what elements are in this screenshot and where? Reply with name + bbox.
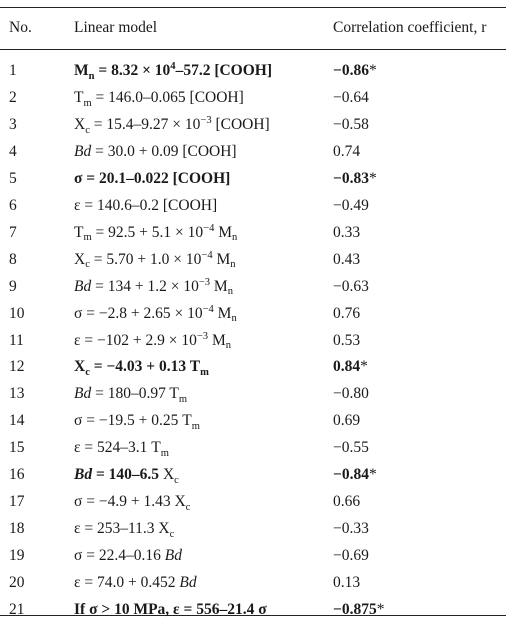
row-model [74,439,169,459]
model-subscript: m [200,367,209,379]
row-no: 11 [9,331,24,349]
model-text: ε = 253–11.3 X [74,520,170,538]
row-no: 19 [9,547,25,565]
bottom-rule [0,615,506,616]
model-symbol-bd: Bd [74,466,93,484]
model-subscript: c [185,501,191,513]
row-no: 3 [9,115,17,133]
row-r [333,252,360,268]
model-text: ε = −102 + 2.9 × 10 [74,331,197,349]
row-no: 13 [9,385,25,403]
model-text: = 92.5 + 5.1 × 10 [91,223,204,241]
row-model [74,493,191,513]
model-subscript: c [174,474,179,486]
table-row [0,575,506,601]
model-text: = 140–6.5 [92,466,163,484]
model-text: = −4.03 + 0.13 T [89,358,201,376]
model-text: σ = −2.8 + 2.65 × 10 [74,304,203,322]
row-model [74,88,244,109]
r-value: −0.69 [333,547,369,565]
model-subscript: n [230,259,236,271]
table-row [0,330,506,359]
row-no: 4 [9,142,17,160]
model-subscript: n [225,340,232,352]
row-r [333,144,360,160]
row-model [74,575,197,591]
table-row [0,90,506,116]
model-text: = 134 + 1.2 × 10 [91,277,199,295]
model-text: = 180–0.97 T [91,385,179,403]
model-text: M [214,223,233,241]
table-row [0,467,506,493]
row-r [333,494,360,510]
table-row [0,276,506,305]
header-linear-model: Linear model [74,19,158,36]
row-r [333,575,360,591]
row-model [74,222,238,244]
row-model [74,144,237,160]
model-text: [COOH] [211,115,270,133]
r-value: 0.84 [333,358,361,376]
model-subscript: c [169,528,175,540]
model-subscript: m [83,232,92,244]
model-text: σ = −19.5 + 0.25 T [74,412,192,430]
table-row [0,198,506,224]
model-text: X [74,250,86,268]
row-r [333,521,369,537]
r-value: 0.76 [333,304,361,322]
significance-mark: * [368,62,377,79]
row-no: 16 [9,466,25,484]
model-text: ε = 524–3.1 T [74,439,161,457]
row-r [333,63,377,79]
r-value: 0.74 [333,142,361,160]
r-value: −0.49 [333,196,369,214]
table-row [0,440,506,466]
model-text: M [74,62,89,79]
model-text: X [162,466,175,484]
model-symbol-bd: Bd [74,385,92,403]
header-rule [0,49,506,50]
significance-mark: * [360,358,368,376]
row-r [333,413,360,429]
r-value: 0.43 [333,250,361,268]
r-value: 0.66 [333,493,361,511]
r-value: −0.58 [333,115,369,133]
table-row [0,222,506,251]
row-model [74,358,209,379]
model-subscript: n [231,313,237,325]
r-value: 0.53 [333,331,361,349]
row-r [333,467,377,483]
row-model [74,466,179,486]
row-no: 15 [9,439,25,457]
model-text: M [212,250,231,268]
row-no: 18 [9,520,25,538]
row-model [74,303,237,325]
model-subscript: m [178,394,188,406]
model-text: σ = 20.1–0.022 [COOH] [74,169,231,187]
row-r [333,548,369,564]
table-header [0,20,506,46]
model-text: M [208,331,226,349]
model-superscript: −4 [201,249,213,261]
model-subscript: n [227,286,233,298]
table-row [0,303,506,332]
header-correlation-coefficient: Correlation coefficient, r [333,19,487,36]
significance-mark: * [376,601,385,618]
model-superscript: −3 [198,276,211,288]
row-r [333,279,369,295]
row-r [333,90,369,106]
row-no: 5 [9,169,17,187]
model-text: = 15.4–9.27 × 10 [89,115,201,133]
model-text: –57.2 [COOH] [175,62,272,79]
row-r [333,117,369,133]
row-no: 14 [9,412,25,430]
row-no: 1 [9,62,17,79]
row-model [74,330,232,352]
r-value: 0.33 [333,223,361,241]
row-model [74,520,175,540]
row-no: 6 [9,196,17,214]
row-model [74,276,233,298]
significance-mark: * [368,169,377,187]
r-value: 0.69 [333,412,361,430]
row-no: 8 [9,250,17,268]
model-text: ε = 74.0 + 0.452 [74,574,180,592]
row-no: 21 [9,601,25,618]
model-superscript: −3 [200,115,212,127]
top-rule [0,7,506,8]
table-row [0,359,506,385]
row-r [333,440,369,456]
model-superscript: −3 [196,330,209,342]
r-value: −0.80 [333,385,369,403]
row-r [333,359,368,375]
model-subscript: n [88,70,95,82]
r-value: −0.33 [333,520,369,538]
model-text: = 30.0 + 0.09 [COOH] [91,142,237,160]
model-subscript: c [85,124,90,136]
row-no: 7 [9,223,17,241]
model-superscript: −4 [202,303,214,315]
row-no: 9 [9,277,17,295]
model-symbol-bd: Bd [179,574,197,592]
model-text: = 146.0–0.065 [COOH] [91,88,244,106]
model-superscript: −4 [203,222,215,234]
row-r [333,198,369,214]
table-row [0,521,506,547]
model-text: = 8.32 × 10 [94,62,171,79]
model-subscript: c [85,367,90,379]
table-row [0,413,506,439]
r-value: −0.875 [333,601,377,618]
row-no: 10 [9,304,25,322]
row-no: 12 [9,358,25,376]
row-no: 17 [9,493,25,511]
row-model [74,249,236,271]
row-model [74,385,188,406]
model-symbol-bd: Bd [74,277,92,295]
model-text: X [74,115,86,133]
model-text: T [74,88,84,106]
r-value: −0.84 [333,466,369,484]
r-value: −0.86 [333,62,369,79]
table-row [0,548,506,574]
model-text: = 5.70 + 1.0 × 10 [89,250,202,268]
model-text: M [213,304,232,322]
r-value: −0.55 [333,439,369,457]
table-row [0,144,506,170]
model-text: X [74,358,86,376]
model-text: σ = 22.4–0.16 [74,547,165,565]
row-model [74,412,200,433]
row-model [74,115,270,136]
r-value: −0.63 [333,277,369,295]
model-text: ε = 140.6–0.2 [COOH] [74,196,218,214]
row-r [333,306,360,322]
model-text: If σ > 10 MPa, ε = 556–21.4 σ [74,601,267,618]
table-row [0,494,506,520]
model-symbol-bd: Bd [164,547,182,565]
row-r [333,225,360,241]
model-text: σ = −4.9 + 1.43 X [74,493,186,511]
row-r [333,386,369,402]
row-r [333,333,360,349]
row-no: 2 [9,88,17,106]
model-subscript: m [160,447,169,459]
row-model [74,171,230,187]
r-value: −0.83 [333,169,369,187]
row-model [74,198,217,214]
model-text: T [74,223,84,241]
significance-mark: * [368,466,377,484]
model-text: M [210,277,228,295]
table-row [0,386,506,412]
row-model [74,548,182,564]
table-row [0,249,506,278]
header-no: No. [9,19,32,36]
table-row [0,63,506,89]
table-row [0,171,506,197]
table-row [0,117,506,143]
row-no: 20 [9,574,25,592]
model-symbol-bd: Bd [74,142,92,160]
r-value: −0.64 [333,88,369,106]
model-subscript: c [85,259,90,271]
model-subscript: m [83,97,92,109]
model-subscript: n [232,232,238,244]
model-subscript: m [191,421,200,433]
row-r [333,171,377,187]
r-value: 0.13 [333,574,361,592]
row-model [74,61,272,82]
model-superscript: 4 [170,61,176,73]
